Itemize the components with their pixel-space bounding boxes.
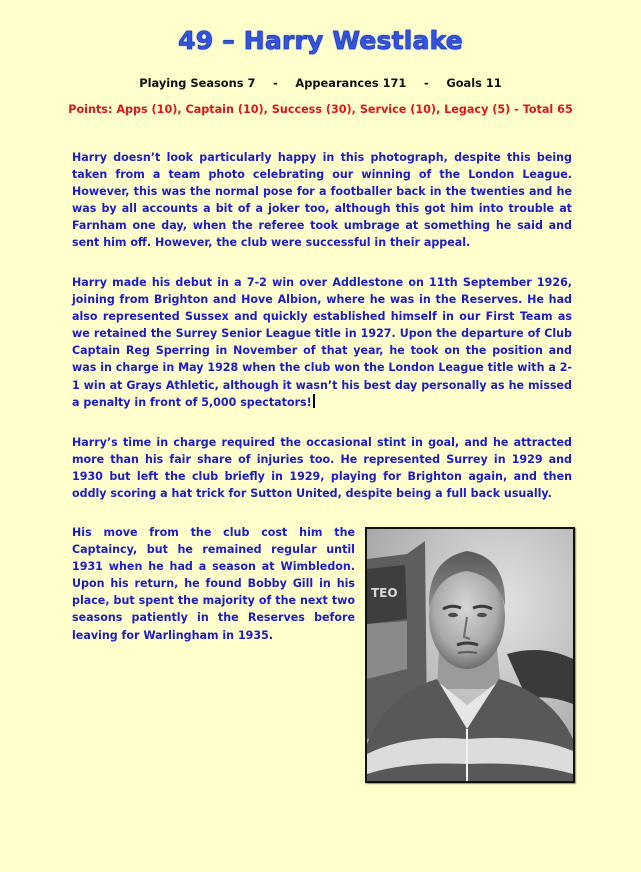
text-cursor	[313, 394, 315, 408]
paragraph-later-career: His move from the club cost him the Captaincy, but he remained regular until 1931 when he had a season at Wimbledon. Upon his return, he found Bobby Gill in his place, but spent the majority of the next two seasons patiently in the Reserves before leaving for Warlingham in 1935.	[72, 526, 355, 642]
paragraph-captaincy: Harry’s time in charge required the occasional stint in goal, and he attracted more than his fair share of injuries too. He represented Surrey in 1929 and 1930 but left the club briefly in 1929, playing for Brighton again, and then oddly scoring a hat trick for Sutton United, despite being a full back usually.	[72, 436, 572, 501]
appearances: Appearances 171	[295, 76, 407, 90]
paragraph-intro: Harry doesn’t look particularly happy in this photograph, despite this being taken from a team photo celebrating our winning of the London League. However, this was the normal pose for a footballer back in the twenties and he was by all accounts a bit of a joker too, although this got him into trouble at Farnham one day, when the referee took umbrage at something he said and sent him off. However, the club were successful in their appeal.	[72, 151, 572, 250]
playing-seasons: Playing Seasons 7	[139, 76, 256, 90]
stats-separator: -	[273, 76, 278, 90]
shirt-lettering: TEO	[371, 586, 398, 600]
player-stats	[0, 76, 641, 90]
paragraph-debut-text: Harry made his debut in a 7-2 win over Addlestone on 11th September 1926, joining from Brighton and Hove Albion, where he was in the Reserves. He had also represented Sussex and quickly established himself in our First Team as we retained the Surrey Senior League title in 1927. Upon the departure of Club Captain Reg Sperring in November of that year, he took on the position and was in charge in May 1928 when the club won the London League title with a 2-1 win at Grays Athletic, although it wasn’t his best day personally as he missed a penalty in front of 5,000 spectators!	[72, 276, 573, 409]
points-summary: Points: Apps (10), Captain (10), Success (30), Service (10), Legacy (5) - Total 65	[68, 103, 573, 116]
stats-separator: -	[423, 76, 429, 90]
goals: Goals 11	[446, 76, 502, 90]
player-photo	[365, 527, 575, 783]
paragraph-debut	[72, 274, 572, 411]
player-portrait-image	[367, 529, 573, 781]
page-title: 49 – Harry Westlake	[178, 26, 463, 55]
